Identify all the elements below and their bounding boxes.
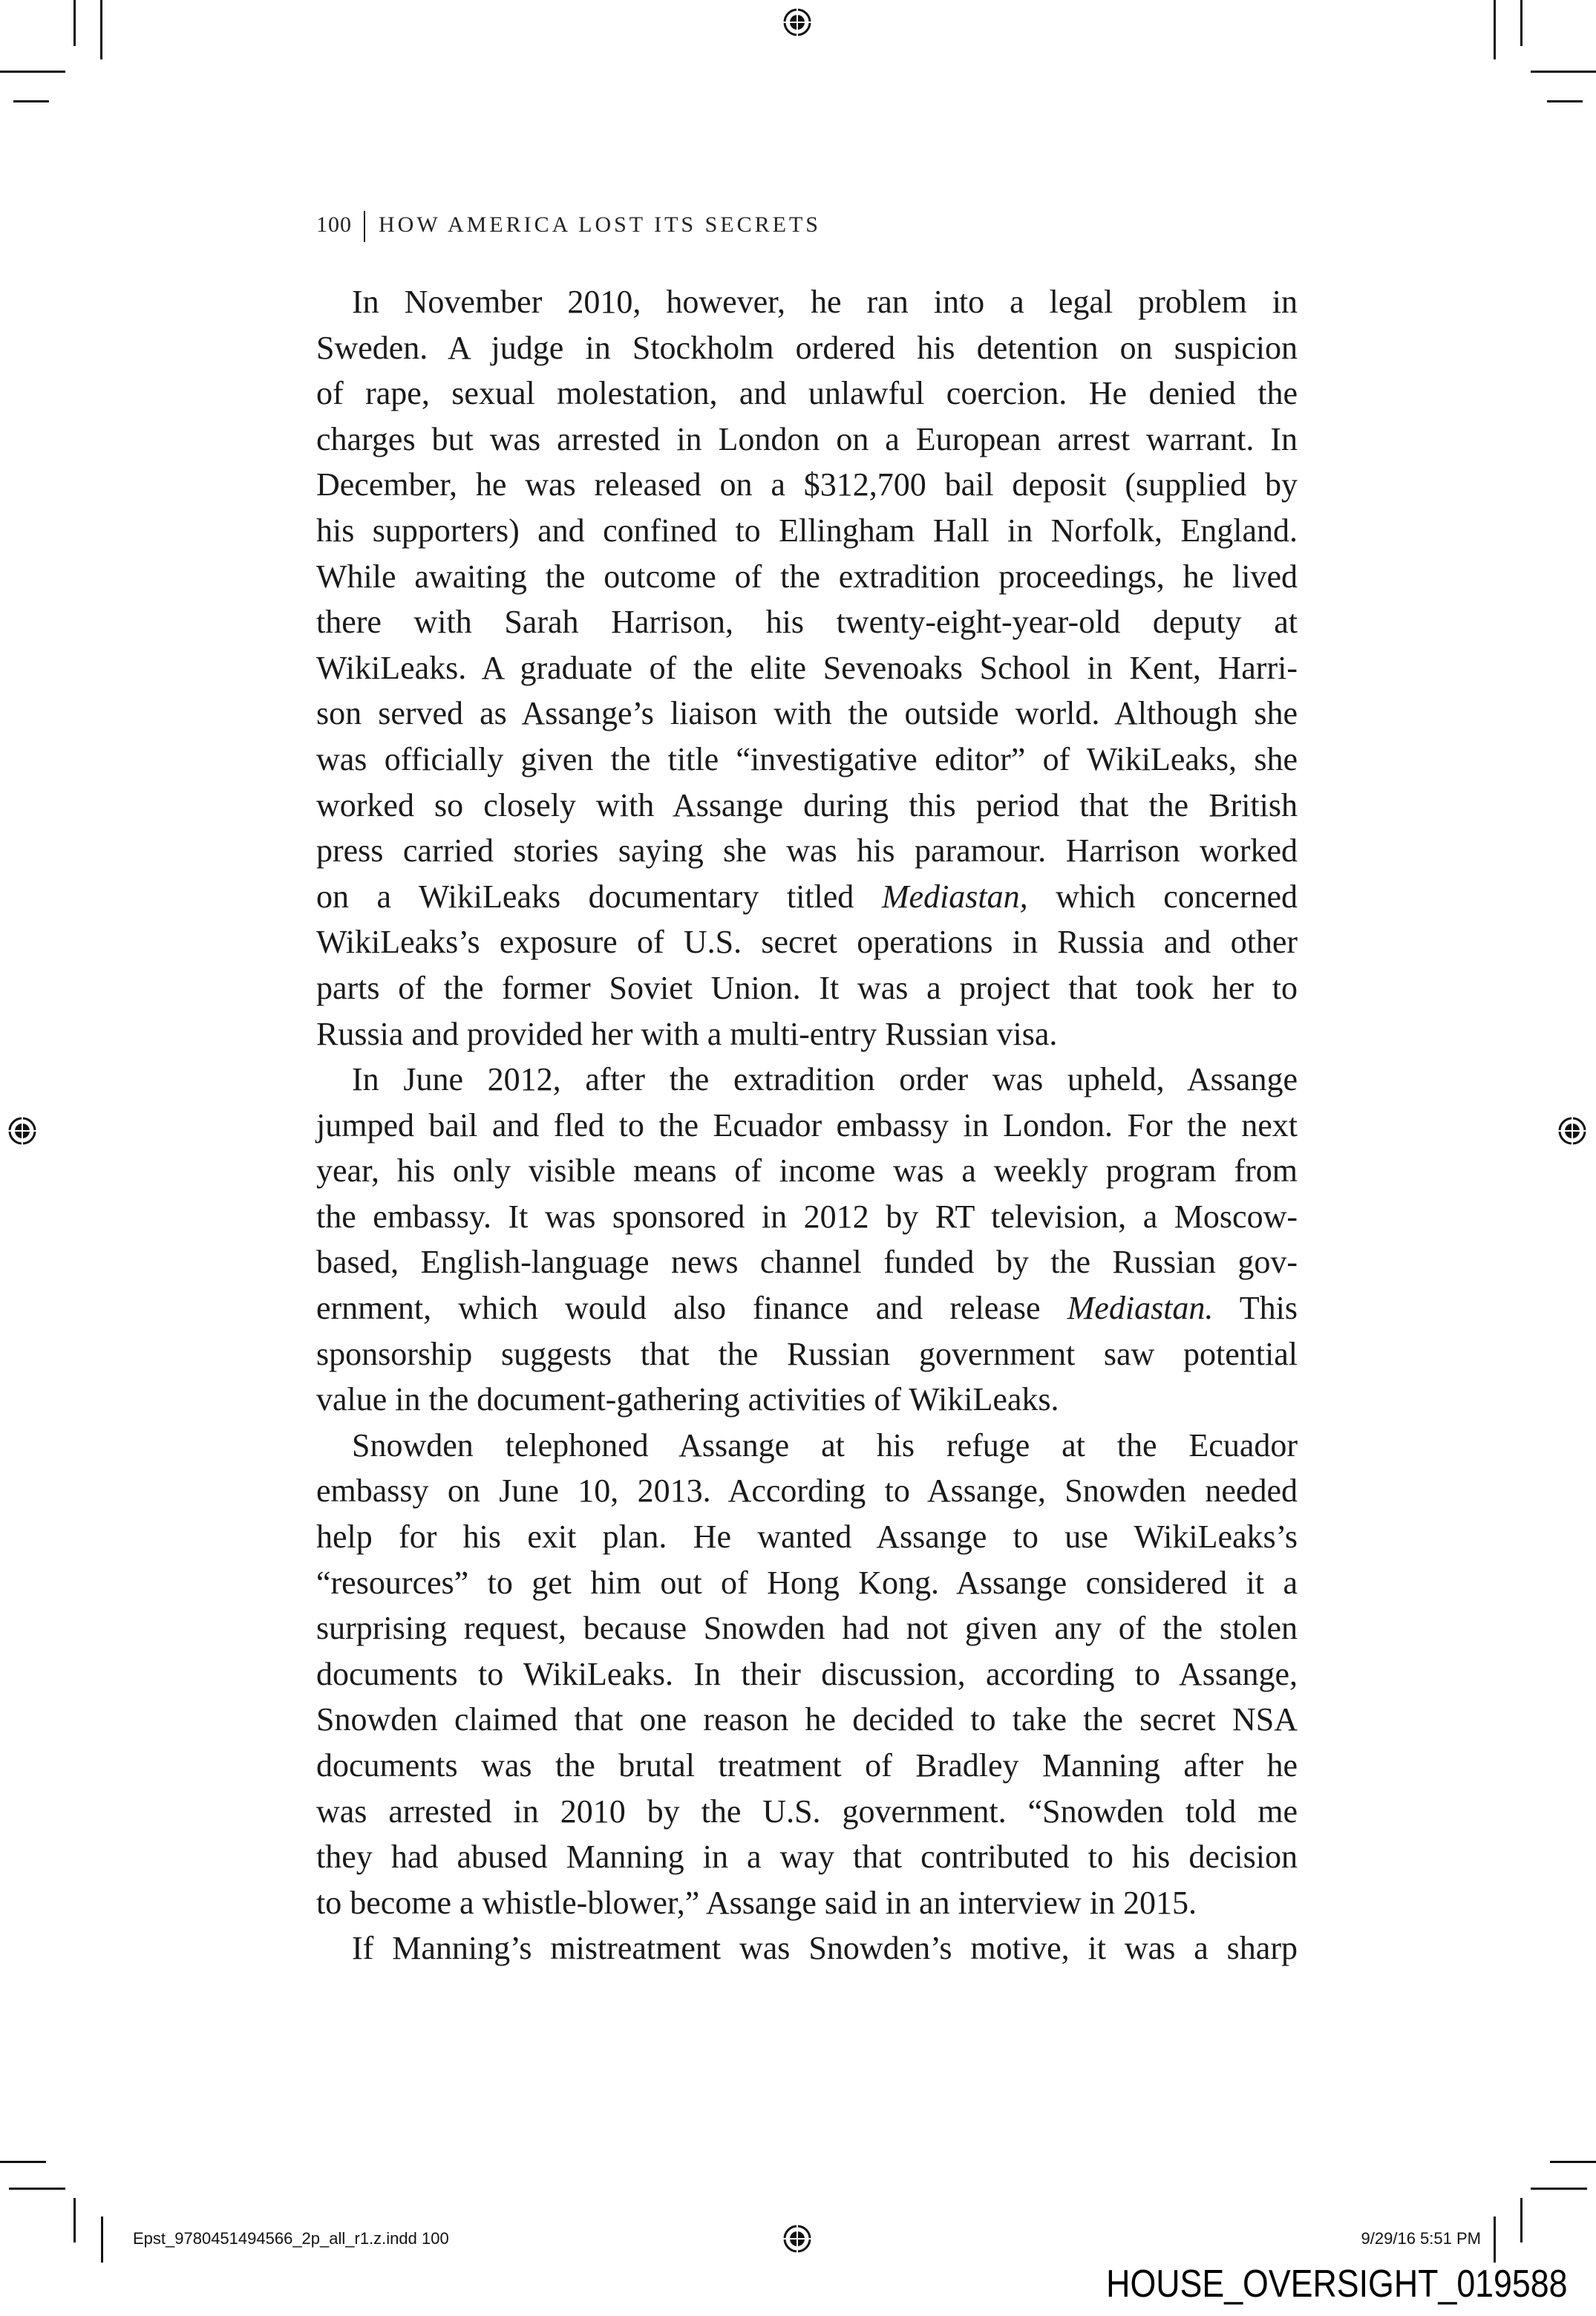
text-line <box>316 919 1298 965</box>
text-segment: to become a whistle-blower,” Assange said in an interview in 2015. <box>316 1884 1197 1921</box>
text-line <box>316 1880 1298 1926</box>
text-line <box>316 737 1298 783</box>
crop-mark <box>1550 2161 1596 2163</box>
text-segment: WikiLeaks’s exposure of U.S. secret operations in Russia and other <box>316 924 1298 961</box>
text-segment: there with Sarah Harrison, his twenty-eight-year-old deputy at <box>316 604 1298 641</box>
text-segment: embassy on June 10, 2013. According to Assange, Snowden needed <box>316 1472 1298 1510</box>
text-segment: the embassy. It was sponsored in 2012 by RT television, a Moscow- <box>316 1198 1298 1235</box>
text-segment: Sweden. A judge in Stockholm ordered his detention on suspicion <box>316 329 1298 366</box>
text-line <box>316 1239 1298 1285</box>
running-head <box>316 211 821 242</box>
registration-mark-icon <box>7 1116 37 1146</box>
text-line <box>316 1194 1298 1240</box>
text-line <box>316 1743 1298 1789</box>
text-segment: they had abused Manning in a way that contributed to his decision <box>316 1839 1298 1876</box>
registration-mark-icon <box>1557 1116 1587 1146</box>
text-segment: value in the document-gathering activities of WikiLeaks. <box>316 1381 1059 1418</box>
text-segment: charges but was arrested in London on a European arrest warrant. In <box>316 420 1298 457</box>
text-line <box>316 1697 1298 1743</box>
text-segment: Snowden telephoned Assange at his refuge at the Ecuador <box>352 1426 1298 1464</box>
text-line <box>316 1789 1298 1835</box>
text-line <box>316 1285 1298 1331</box>
text-segment: of rape, sexual molestation, and unlawful coercion. He denied the <box>316 375 1298 412</box>
crop-mark <box>1520 0 1523 46</box>
text-line <box>316 1560 1298 1606</box>
text-line <box>316 1423 1298 1469</box>
text-line <box>316 783 1298 829</box>
text-segment: was officially given the title “investigative editor” of WikiLeaks, she <box>316 740 1298 777</box>
text-segment: on a WikiLeaks documentary titled <box>316 878 882 915</box>
text-segment: documents to WikiLeaks. In their discussion, according to Assange, <box>316 1655 1298 1692</box>
text-line <box>316 1605 1298 1651</box>
text-segment: his supporters) and confined to Ellingham Hall in Norfolk, England. <box>316 512 1298 549</box>
text-line <box>316 1514 1298 1560</box>
text-line <box>316 1651 1298 1697</box>
text-line <box>316 645 1298 691</box>
text-line <box>316 508 1298 554</box>
text-line <box>316 417 1298 463</box>
text-segment: parts of the former Soviet Union. It was a project that took her to <box>316 969 1298 1006</box>
text-segment: son served as Assange’s liaison with the outside world. Although she <box>316 695 1298 732</box>
crop-mark <box>13 100 49 102</box>
body-text <box>316 279 1298 1971</box>
text-segment: help for his exit plan. He wanted Assange to use WikiLeaks’s <box>316 1519 1298 1556</box>
paragraph <box>316 1925 1298 1971</box>
text-segment: “resources” to get him out of Hong Kong. Assange considered it a <box>316 1564 1298 1601</box>
crop-mark <box>1494 0 1496 59</box>
text-segment: While awaiting the outcome of the extradition proceedings, he lived <box>316 558 1298 595</box>
bates-number: HOUSE_OVERSIGHT_019588 <box>1106 2263 1568 2306</box>
crop-mark <box>0 2161 46 2163</box>
text-line <box>316 1148 1298 1194</box>
crop-mark <box>73 2198 76 2242</box>
italic-title: Mediastan. <box>1067 1290 1214 1327</box>
text-line <box>316 874 1298 920</box>
text-line <box>316 554 1298 600</box>
text-segment: In November 2010, however, he ran into a legal problem in <box>352 284 1298 320</box>
text-segment: jumped bail and fled to the Ecuador embassy in London. For the next <box>316 1106 1298 1144</box>
text-line <box>316 462 1298 508</box>
text-segment: press carried stories saying she was his paramour. Harrison worked <box>316 832 1298 870</box>
text-segment: worked so closely with Assange during this period that the British <box>316 786 1298 823</box>
text-segment: was arrested in 2010 by the U.S. government. “Snowden told me <box>316 1793 1298 1830</box>
italic-title: Mediastan, <box>881 878 1028 915</box>
registration-mark-icon <box>782 2224 812 2254</box>
text-segment: documents was the brutal treatment of Bradley Manning after he <box>316 1747 1298 1784</box>
text-line <box>316 828 1298 874</box>
text-line <box>316 279 1298 325</box>
paragraph <box>316 279 1298 1057</box>
text-line <box>316 1103 1298 1149</box>
divider <box>364 211 365 242</box>
text-segment: sponsorship suggests that the Russian government saw potential <box>316 1335 1298 1372</box>
book-title: HOW AMERICA LOST ITS SECRETS <box>379 212 821 237</box>
text-line <box>316 1011 1298 1057</box>
text-line <box>316 1377 1298 1423</box>
text-line <box>316 599 1298 645</box>
registration-mark-icon <box>782 7 812 37</box>
text-segment: ernment, which would also finance and release <box>316 1290 1067 1327</box>
crop-mark <box>1531 2188 1587 2190</box>
crop-mark <box>1494 2216 1496 2263</box>
crop-mark <box>73 0 76 46</box>
crop-mark <box>9 2188 65 2190</box>
paragraph <box>316 1057 1298 1423</box>
crop-mark <box>0 71 65 73</box>
text-line <box>316 965 1298 1011</box>
text-line <box>316 1834 1298 1880</box>
text-line <box>316 1057 1298 1103</box>
text-segment: year, his only visible means of income was a weekly program from <box>316 1152 1298 1190</box>
crop-mark <box>1531 71 1596 73</box>
text-segment: which concerned <box>1027 878 1298 915</box>
text-segment: Snowden claimed that one reason he decided to take the secret NSA <box>316 1701 1298 1738</box>
text-segment: Russia and provided her with a multi-entry Russian visa. <box>316 1015 1058 1052</box>
page-number: 100 <box>316 212 352 237</box>
text-segment: December, he was released on a $312,700 bail deposit (supplied by <box>316 466 1298 503</box>
text-line <box>316 1468 1298 1514</box>
text-line <box>316 371 1298 417</box>
text-line <box>316 691 1298 737</box>
text-segment: This <box>1213 1290 1298 1327</box>
crop-mark <box>1547 100 1583 102</box>
text-line <box>316 1925 1298 1971</box>
footer-timestamp: 9/29/16 5:51 PM <box>1361 2229 1481 2248</box>
text-segment: In June 2012, after the extradition order was upheld, Assange <box>352 1061 1298 1098</box>
text-segment: surprising request, because Snowden had not given any of the stolen <box>316 1610 1298 1647</box>
text-line <box>316 325 1298 371</box>
text-line <box>316 1331 1298 1377</box>
paragraph <box>316 1423 1298 1926</box>
text-segment: If Manning’s mistreatment was Snowden’s motive, it was a sharp <box>352 1930 1298 1967</box>
crop-mark <box>101 2216 103 2263</box>
text-segment: based, English-language news channel funded by the Russian gov- <box>316 1244 1298 1281</box>
text-segment: WikiLeaks. A graduate of the elite Sevenoaks School in Kent, Harri- <box>316 649 1298 686</box>
crop-mark <box>1520 2198 1523 2242</box>
crop-mark <box>100 0 102 59</box>
footer-file-name: Epst_9780451494566_2p_all_r1.z.indd 100 <box>133 2229 449 2248</box>
